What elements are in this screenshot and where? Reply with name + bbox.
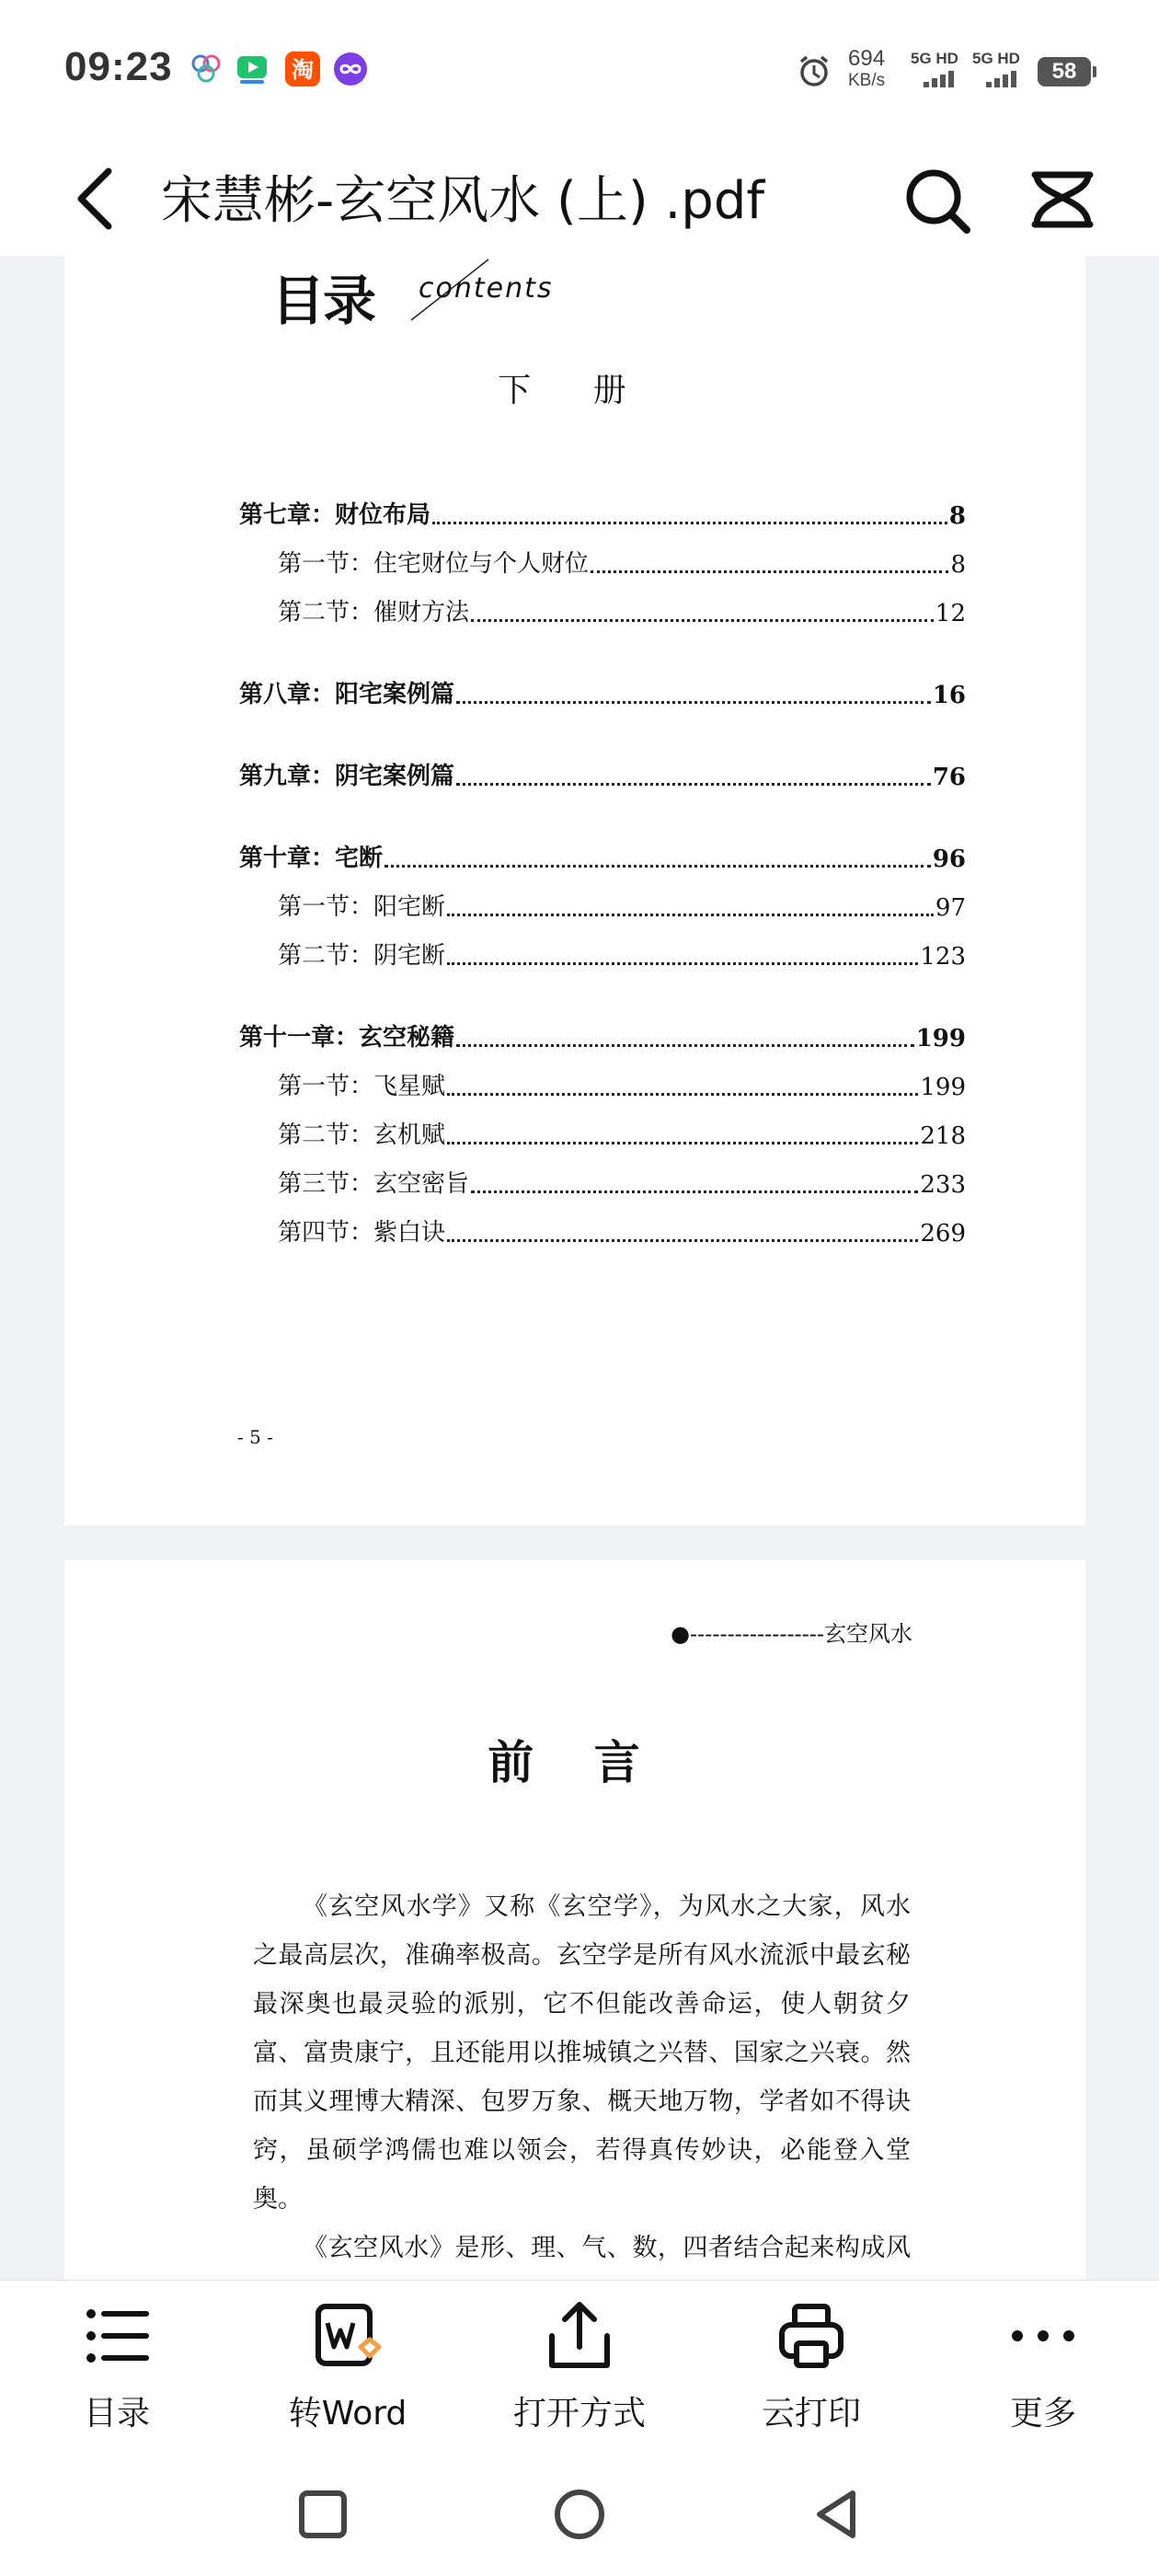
toc-page: 199 [920,1074,966,1101]
toc-page: 269 [920,1220,966,1248]
toc-page: 76 [932,764,966,791]
toc-title: 第九章：阴宅案例篇 [239,763,455,790]
pdf-page [64,1560,1085,2388]
toc-chapter-7[interactable] [239,493,966,530]
toc-section[interactable] [239,1064,966,1101]
toc-page: 218 [920,1122,966,1150]
contents-heading-cn: 目录 [271,270,375,332]
pdf-viewer[interactable] [0,256,1159,2280]
toc-page: 8 [948,502,966,530]
speed-unit: KB/s [848,71,886,90]
back-nav-icon[interactable] [805,2482,869,2547]
recent-apps-icon[interactable] [291,2482,355,2547]
contents-heading [271,258,554,335]
convert-word-label: 转Word [288,2395,407,2432]
contents-heading-en: contents [419,272,554,305]
running-head: ●------------------玄空风水 [671,1621,912,1647]
toc-page: 96 [932,845,966,873]
preface-body [253,1882,911,2321]
speed-value: 694 [848,46,886,71]
cloud-print-label: 云打印 [761,2395,861,2432]
list-icon [80,2299,154,2373]
taobao-icon [285,52,320,86]
toc-title: 第十一章：玄空秘籍 [239,1024,455,1052]
paragraph: 《玄空风水》是形、理、气、数，四者结合起来构成风 [303,2234,911,2262]
network-speed [848,48,885,92]
exit-reader-icon[interactable] [1021,158,1104,241]
toc-title: 第三节：玄空密旨 [278,1170,470,1198]
reader-title-bar [0,138,1159,258]
open-with-label: 打开方式 [512,2395,646,2432]
more-icon [1006,2299,1080,2373]
toc-chapter-10[interactable] [239,836,966,873]
link-app-icon [333,52,368,86]
search-icon[interactable] [897,158,980,241]
status-bar [0,0,1159,138]
toc-title: 第二节：催财方法 [278,599,470,627]
paragraph: 《玄空风水学》又称《玄空学》，为风水之大家，风水之最高层次，准确率极高。玄空学是所有风水流派中最玄秘最深奥也最灵验的派别，它不但能改善命运，使人朝贫夕富、富贵康宁，且还能用以推城镇之兴替、国家之兴衰。然而其义理博大精深、包罗万象、概天地万物，学者如不得诀窍，虽硕学鸿儒也难以领会，若得真传妙诀，必能登入堂奥。 [253,1892,911,2214]
bottom-toolbar [0,2280,1159,2437]
more-button[interactable] [951,2299,1135,2432]
toc-page: 199 [915,1025,966,1052]
signal-icon [924,70,957,88]
toc-section[interactable] [239,1211,966,1248]
toc-button-label: 目录 [83,2395,150,2432]
cloud-print-button[interactable] [719,2299,903,2432]
back-arrow-icon[interactable] [64,162,129,236]
share-icon [543,2299,616,2373]
toc-button[interactable] [25,2299,209,2432]
home-icon[interactable] [547,2482,612,2547]
battery-icon: 58 [1038,57,1091,86]
video-app-icon [235,52,270,86]
printer-icon [775,2299,848,2373]
convert-word-icon [311,2299,384,2373]
signal-icon [986,70,1019,88]
preface-title: 前 言 [488,1735,662,1789]
toc-section[interactable] [239,542,966,579]
toc-page: 12 [935,600,966,627]
svg-text:淘: 淘 [292,57,314,83]
page-number: - 5 - [237,1426,273,1448]
toc-page: 233 [920,1171,966,1199]
toc-page: 16 [932,682,966,709]
network-label-2: 5G HD [972,50,1020,67]
more-label: 更多 [1009,2395,1076,2432]
toc-section[interactable] [239,1113,966,1150]
toc-page: 123 [920,943,966,971]
clock: 09:23 [64,44,173,89]
toc-section[interactable] [239,1162,966,1199]
toc-title: 第十章：宅断 [239,845,384,872]
convert-word-button[interactable] [256,2299,440,2432]
toc-section[interactable] [239,591,966,627]
toc-section[interactable] [239,934,966,971]
toc-title: 第七章：财位布局 [239,501,431,529]
open-with-button[interactable] [488,2299,671,2432]
toc-title: 第二节：玄机赋 [278,1121,446,1149]
pdf-page [64,256,1085,1525]
volume-label: 下 册 [498,372,652,409]
alarm-icon [797,53,832,88]
ai-assistant-icon [189,52,224,86]
network-label-1: 5G HD [911,50,958,67]
toc-title: 第一节：飞星赋 [278,1073,446,1100]
toc-chapter-8[interactable] [239,673,966,709]
toc-chapter-11[interactable] [239,1016,966,1052]
toc-chapter-9[interactable] [239,754,966,791]
toc-title: 第八章：阳宅案例篇 [239,681,455,708]
toc-title: 第一节：住宅财位与个人财位 [278,550,590,578]
system-navigation-bar [0,2436,1159,2576]
toc-page: 97 [935,894,966,922]
toc-title: 第四节：紫白诀 [278,1219,446,1247]
toc-title: 第二节：阴宅断 [278,942,446,970]
document-title: 宋慧彬-玄空风水 (上) .pdf [161,171,765,231]
toc-page: 8 [950,551,966,579]
toc-title: 第一节：阳宅断 [278,893,446,921]
toc-section[interactable] [239,885,966,922]
